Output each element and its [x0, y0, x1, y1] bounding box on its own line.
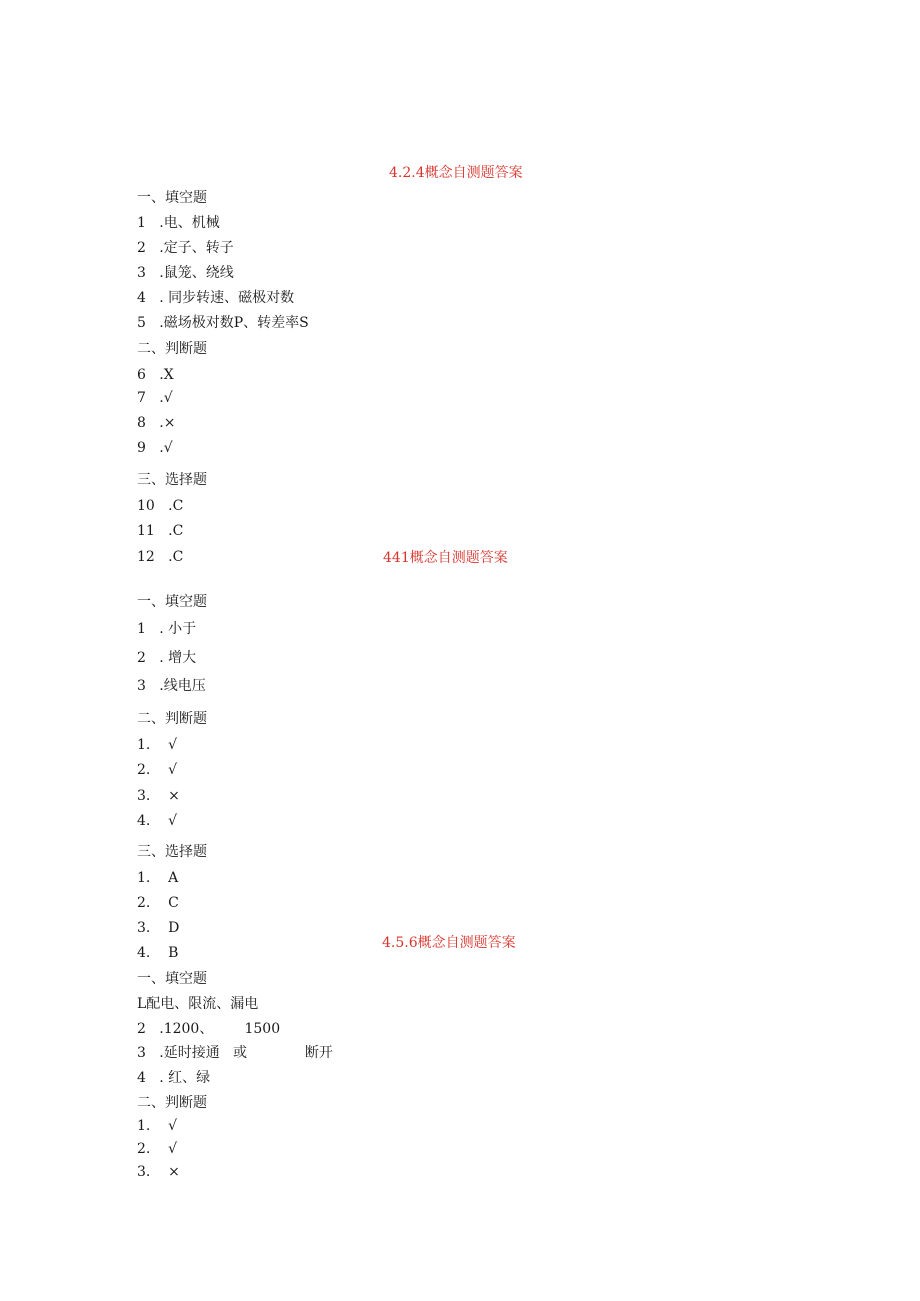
answer-line: 3 .线电压	[137, 678, 206, 694]
answer-line: 3. ×	[137, 1164, 180, 1180]
answer-line: 1. √	[137, 1118, 178, 1134]
section-heading: 二、判断题	[137, 1095, 207, 1111]
section-title: 4.2.4概念自测题答案	[389, 165, 523, 181]
section-title: 4.5.6概念自测题答案	[382, 935, 516, 951]
answer-line: 5 .磁场极对数P、转差率S	[137, 315, 309, 331]
answer-line: 4 . 红、绿	[137, 1070, 211, 1086]
answer-line: 2 .定子、转子	[137, 240, 234, 256]
answer-line: 12 .C	[137, 549, 184, 565]
section-heading: 一、填空题	[137, 594, 207, 610]
answer-line: 3. D	[137, 920, 180, 936]
section-title: 441概念自测题答案	[383, 550, 508, 566]
answer-line: 4 . 同步转速、磁极对数	[137, 290, 295, 306]
answer-line: 3 .鼠笼、绕线	[137, 265, 234, 281]
answer-line: 2. C	[137, 895, 179, 911]
answer-line: 1 . 小于	[137, 621, 197, 637]
section-heading: 二、判断题	[137, 341, 207, 357]
answer-line: 7 .√	[137, 390, 173, 406]
answer-line: 1. √	[137, 737, 178, 753]
answer-line: 11 .C	[137, 523, 184, 539]
section-heading: 二、判断题	[137, 711, 207, 727]
answer-line: 4. √	[137, 813, 178, 829]
answer-line: 1 .电、机械	[137, 215, 220, 231]
answer-line: 3 .延时接通 或 断开	[137, 1045, 333, 1061]
answer-line: 6 .X	[137, 367, 174, 383]
section-heading: 一、填空题	[137, 971, 207, 987]
answer-line: 1. A	[137, 870, 179, 886]
answer-line: 2. √	[137, 1141, 178, 1157]
answer-line: 3. ×	[137, 788, 180, 804]
answer-line: 9 .√	[137, 440, 173, 456]
answer-line: 8 .×	[137, 415, 176, 431]
answer-line: 2 .1200、 1500	[137, 1021, 281, 1037]
answer-line: 10 .C	[137, 498, 184, 514]
section-heading: 三、选择题	[137, 844, 207, 860]
answer-line: 2. √	[137, 762, 178, 778]
section-heading: 三、选择题	[137, 472, 207, 488]
answer-line: 4. B	[137, 945, 179, 961]
answer-line: L配电、限流、漏电	[137, 996, 259, 1012]
answer-line: 2 . 增大	[137, 650, 197, 666]
section-heading: 一、填空题	[137, 190, 207, 206]
